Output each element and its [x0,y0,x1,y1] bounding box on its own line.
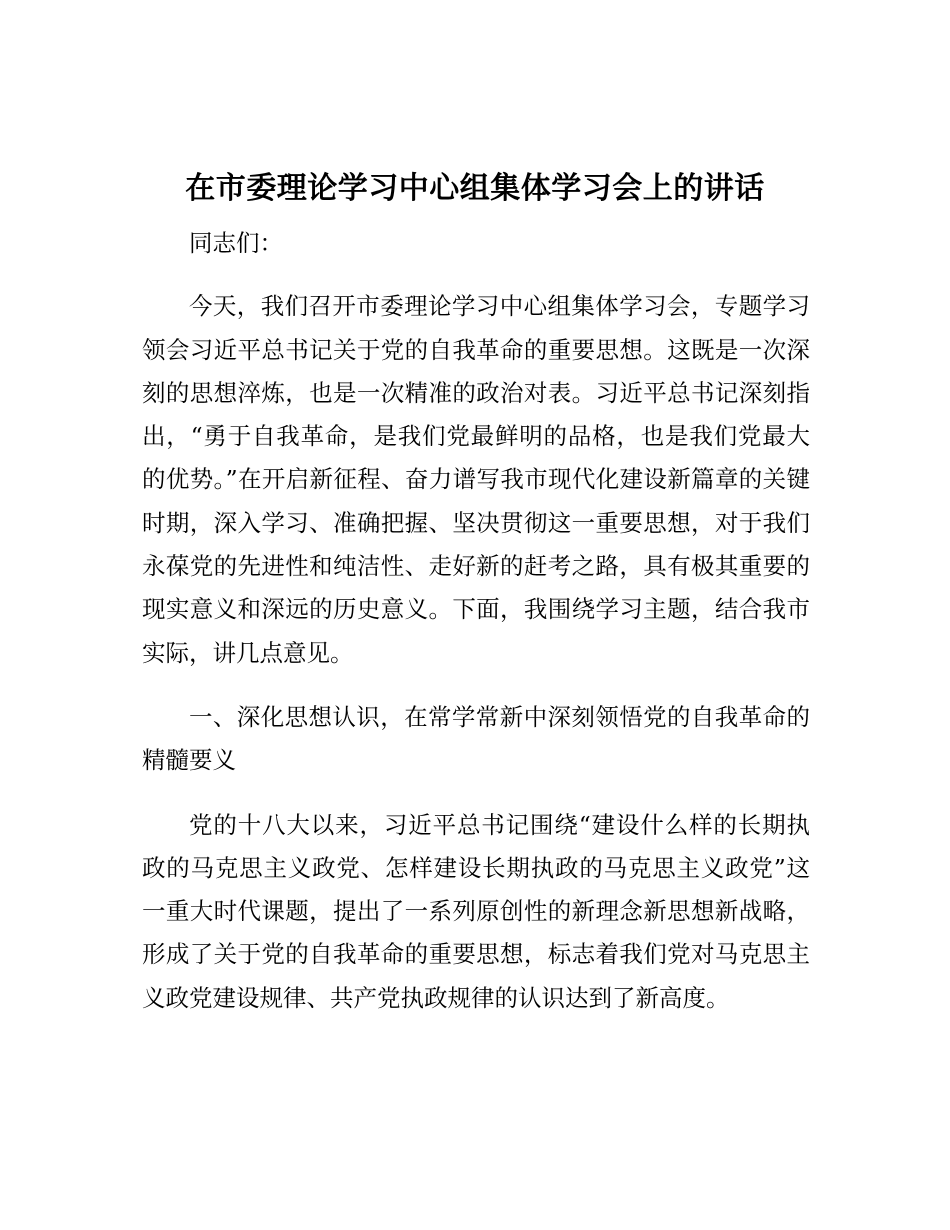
section-heading: 一、深化思想认识，在常学常新中深刻领悟党的自我革命的精髓要义 [142,702,810,775]
section-paragraph: 党的十八大以来，习近平总书记围绕“建设什么样的长期执政的马克思主义政党、怎样建设长期执政的马克思主义政党”这一重大时代课题，提出了一系列原创性的新理念新思想新战略，形成了关于党的自我革命的重要思想，标志着我们党对马克思主义政党建设规律、共产党执政规律的认识达到了新高度。 [142,810,810,1012]
document-body [142,222,810,1041]
intro-paragraph: 今天，我们召开市委理论学习中心组集体学习会，专题学习领会习近平总书记关于党的自我革命的重要思想。这既是一次深刻的思想淬炼，也是一次精准的政治对表。习近平总书记深刻指出，“勇于自我革命，是我们党最鲜明的品格，也是我们党最大的优势。”在开启新征程、奋力谱写我市现代化建设新篇章的关键时期，深入学习、准确把握、坚决贯彻这一重要思想，对于我们永葆党的先进性和纯洁性、走好新的赶考之路，具有极其重要的现实意义和深远的历史意义。下面，我围绕学习主题，结合我市实际，讲几点意见。 [142,292,810,667]
salutation: 同志们： [189,229,283,257]
document-title: 在市委理论学习中心组集体学习会上的讲话 [185,171,765,206]
